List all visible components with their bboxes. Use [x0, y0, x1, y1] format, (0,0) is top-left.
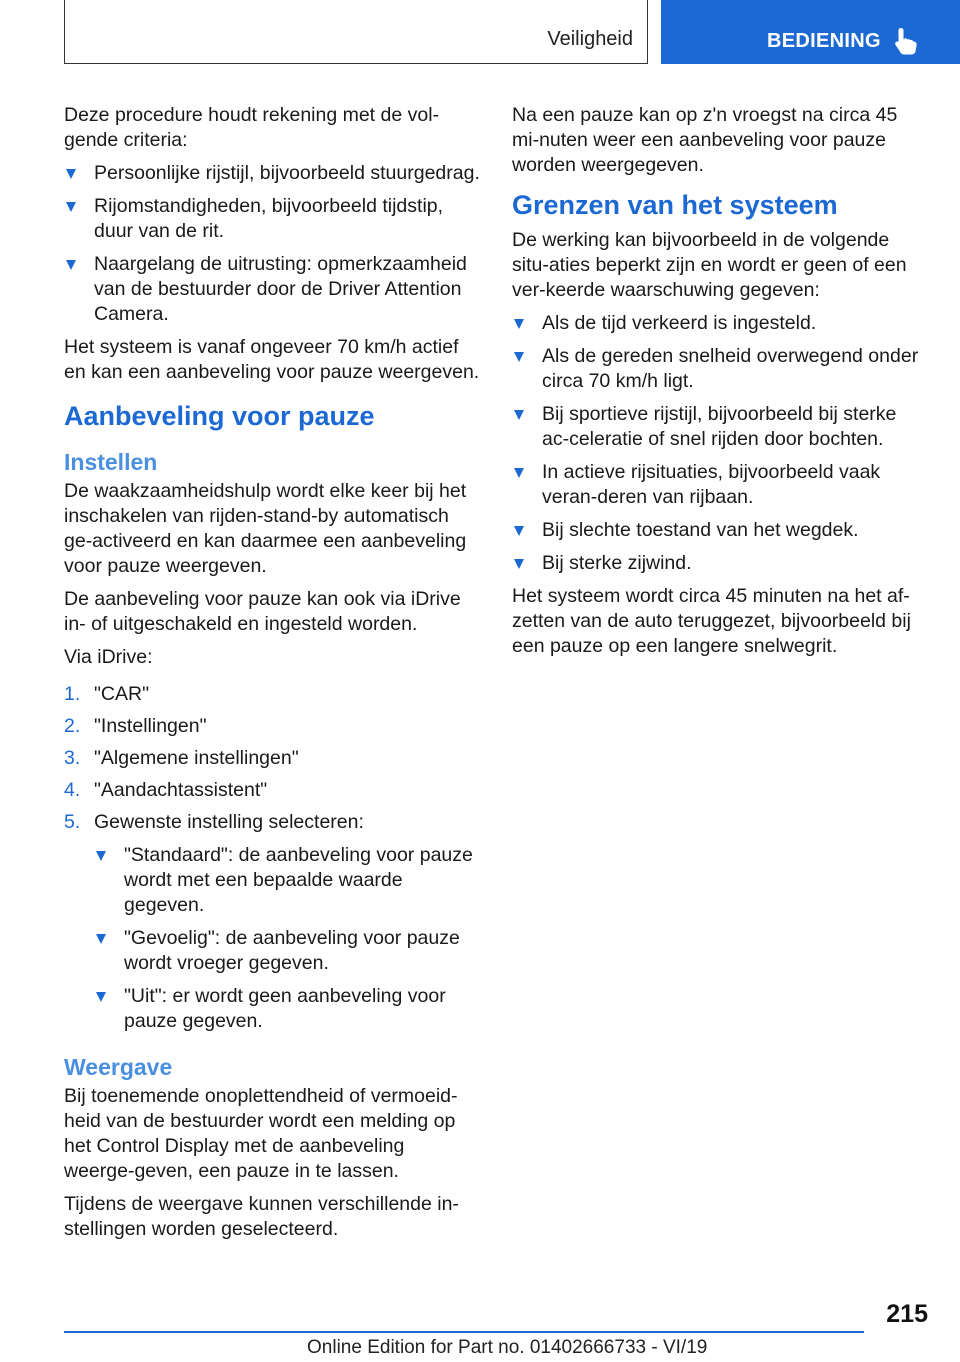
step-text: "CAR": [94, 683, 150, 705]
page-number: 215: [886, 1300, 928, 1328]
triangle-down-icon: [514, 410, 524, 420]
step-number: 4.: [64, 779, 81, 801]
activation-paragraph: Het systeem is vanaf ongeveer 70 km/h actief en kan een aanbeveling voor pauze weergeven.: [64, 336, 480, 383]
pause-paragraph: Na een pauze kan op z'n vroegst na circa 45 mi-nuten weer een aanbeveling voor pauze worden weergegeven.: [512, 104, 898, 176]
list-item-text: Rijomstandigheden, bijvoorbeeld tijdstip, duur van de rit.: [94, 195, 444, 242]
list-item: [64, 194, 480, 244]
heading-system-limits: Grenzen van het systeem: [512, 190, 838, 220]
heading-display: Weergave: [64, 1054, 173, 1080]
step-item: [64, 746, 480, 771]
list-item-text: Naargelang de uitrusting: opmerkzaamheid van de bestuurder door de Driver Attention Camera.: [94, 253, 467, 325]
list-item: [512, 402, 926, 452]
triangle-down-icon: [514, 468, 524, 478]
list-item-text: "Gevoelig": de aanbeveling voor pauze wordt vroeger gegeven.: [124, 927, 460, 974]
triangle-down-icon: [514, 559, 524, 569]
intro-paragraph: Deze procedure houdt rekening met de vol-gende criteria:: [64, 104, 440, 151]
list-item-text: Bij slechte toestand van het wegdek.: [542, 519, 859, 541]
step-number: 5.: [64, 811, 81, 833]
step-text: "Instellingen": [94, 715, 207, 737]
list-item-text: Bij sterke zijwind.: [542, 552, 692, 574]
reset-paragraph: Het systeem wordt circa 45 minuten na het af-zetten van de auto teruggezet, bijvoorbeeld bij een pauze op een langere snelwegrit.: [512, 585, 911, 657]
list-item-text: "Uit": er wordt geen aanbeveling voor pauze gegeven.: [124, 985, 446, 1032]
setup-paragraph-1: De waakzaamheidshulp wordt elke keer bij het inschakelen van rijden-stand-by automatisch ge-activeerd en kan daarmee een aanbeveling voor pauze weergeven.: [64, 480, 467, 577]
triangle-down-icon: [66, 202, 76, 212]
triangle-down-icon: [66, 260, 76, 270]
list-item-text: Persoonlijke rijstijl, bijvoorbeeld stuurgedrag.: [94, 162, 480, 184]
list-item-text: Als de tijd verkeerd is ingesteld.: [542, 312, 817, 334]
list-item-text: Als de gereden snelheid overwegend onder circa 70 km/h ligt.: [542, 345, 919, 392]
display-paragraph-1: Bij toenemende onoplettendheid of vermoeid-heid van de bestuurder wordt een melding op het Control Display met de aanbeveling weerge-geven, een pauze in te lassen.: [64, 1085, 458, 1182]
step-text: Gewenste instelling selecteren:: [94, 811, 364, 833]
list-item: [64, 252, 480, 327]
list-item-text: "Standaard": de aanbeveling voor pauze wordt met een bepaalde waarde gegeven.: [124, 844, 473, 916]
footer-divider: [64, 1331, 864, 1333]
left-column: [64, 103, 480, 1250]
triangle-down-icon: [514, 319, 524, 329]
options-list: [94, 843, 480, 1034]
step-item: [64, 778, 480, 803]
list-item: [94, 926, 480, 976]
list-item: [64, 161, 480, 186]
header-chapter-label: BEDIENING: [767, 30, 881, 52]
triangle-down-icon: [66, 169, 76, 179]
list-item: [512, 551, 926, 576]
criteria-list: [64, 161, 480, 327]
triangle-down-icon: [96, 851, 106, 861]
step-text: "Aandachtassistent": [94, 779, 268, 801]
triangle-down-icon: [514, 526, 524, 536]
heading-setup: Instellen: [64, 449, 158, 475]
list-item-text: Bij sportieve rijstijl, bijvoorbeeld bij sterke ac-celeratie of snel rijden door bochten.: [542, 403, 897, 450]
triangle-down-icon: [96, 992, 106, 1002]
step-text: "Algemene instellingen": [94, 747, 299, 769]
header-section-box: [64, 0, 648, 64]
list-item: [94, 843, 480, 918]
step-number: 1.: [64, 683, 81, 705]
limits-list: [512, 311, 926, 576]
right-column: [512, 103, 926, 667]
list-item-text: In actieve rijsituaties, bijvoorbeeld vaak veran-deren van rijbaan.: [542, 461, 881, 508]
step-item: [64, 682, 480, 707]
footer-edition: Online Edition for Part no. 01402666733 - VI/19: [307, 1337, 708, 1358]
header-section-label: Veiligheid: [547, 28, 633, 50]
list-item: [512, 311, 926, 336]
list-item: [512, 518, 926, 543]
triangle-down-icon: [96, 934, 106, 944]
limits-intro-paragraph: De werking kan bijvoorbeeld in de volgende situ-aties beperkt zijn en wordt er geen of een ver-keerde waarschuwing gegeven:: [512, 229, 907, 301]
via-idrive-label: Via iDrive:: [64, 646, 153, 668]
triangle-down-icon: [514, 352, 524, 362]
steps-list: [64, 682, 480, 1034]
pointing-hand-icon: [893, 26, 919, 56]
step-number: 3.: [64, 747, 81, 769]
step-item: [64, 714, 480, 739]
display-paragraph-2: Tijdens de weergave kunnen verschillende in-stellingen worden geselecteerd.: [64, 1193, 459, 1240]
header-chapter-tab: [661, 0, 960, 64]
list-item: [94, 984, 480, 1034]
list-item: [512, 460, 926, 510]
step-item: [64, 810, 480, 1034]
list-item: [512, 344, 926, 394]
step-number: 2.: [64, 715, 81, 737]
heading-pause-recommendation: Aanbeveling voor pauze: [64, 401, 375, 431]
setup-paragraph-2: De aanbeveling voor pauze kan ook via iDrive in- of uitgeschakeld en ingesteld worden.: [64, 588, 461, 635]
